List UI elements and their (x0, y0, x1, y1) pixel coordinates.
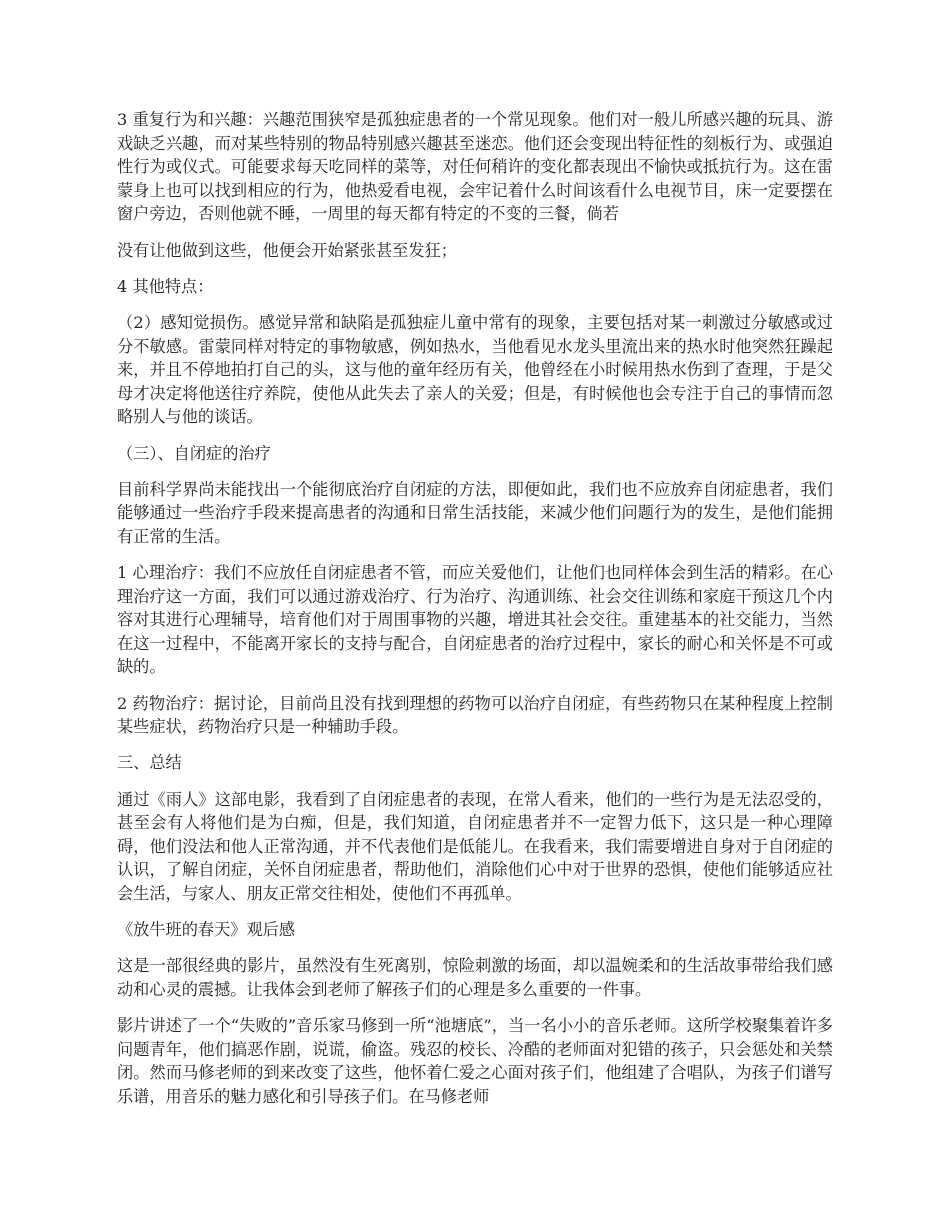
heading-other-features: 4 其他特点： (117, 276, 214, 296)
heading-summary: 三、总结 (117, 753, 182, 773)
paragraph-psychological-therapy: 1 心理治疗：我们不应放任自闭症患者不管，而应关爱他们，让他们也同样体会到生活的精彩。在心理治疗这一方面，我们可以通过游戏治疗、行为治疗、沟通训练、社会交往训练和家庭干预这几个内容对其进行心理辅导，培育他们对于周围事物的兴趣，增进其社会交往。重建基本的社交能力，当然在这一过程中，不能离开家长的支持与配合，自闭症患者的治疗过程中，家长的耐心和关怀是不可或缺的。 (117, 563, 833, 677)
paragraph-summary: 通过《雨人》这部电影，我看到了自闭症患者的表现，在常人看来，他们的一些行为是无法忍受的，甚至会有人将他们是为白痴，但是，我们知道，自闭症患者并不一定智力低下，这只是一种心理障碍，他们没法和他人正常沟通，并不代表他们是低能儿。在我看来，我们需要增进自身对于自闭症的认识，了解自闭症，关怀自闭症患者，帮助他们，消除他们心中对于世界的恐惧，使他们能够适应社会生活，与家人、朋友正常交往相处，使他们不再孤单。 (117, 789, 833, 903)
paragraph-film-plot: 影片讲述了一个“失败的”音乐家马修到一所“池塘底”，当一名小小的音乐老师。这所学校聚集着许多问题青年，他们搞恶作剧，说谎，偷盗。残忍的校长、冷酷的老师面对犯错的孩子，只会惩处和关禁闭。然而马修老师的到来改变了这些，他怀着仁爱之心面对孩子们，他组建了合唱队，为孩子们谱写乐谱，用音乐的魅力感化和引导孩子们。在马修老师 (117, 1016, 833, 1106)
paragraph-sensory-impairment: （2）感知觉损伤。感觉异常和缺陷是孤独症儿童中常有的现象，主要包括对某一刺激过分敏感或过分不敏感。雷蒙同样对特定的事物敏感，例如热水，当他看见水龙头里流出来的热水时他突然狂躁起来，并且不停地拍打自己的头，这与他的童年经历有关，他曾经在小时候用热水伤到了查理，于是父母才决定将他送往疗养院，使他从此失去了亲人的关爱；但是，有时候他也会专注于自己的事情而忽略别人与他的谈话。 (117, 312, 833, 427)
paragraph-treatment-intro: 目前科学界尚未能找出一个能彻底治疗自闭症的方法，即便如此，我们也不应放弃自闭症患者，我们能够通过一些治疗手段来提高患者的沟通和日常生活技能，来减少他们问题行为的发生，是他们能拥有正常的生活。 (117, 479, 833, 546)
heading-film-review: 《放牛班的春天》观后感 (117, 920, 296, 940)
document-page (117, 108, 833, 1121)
heading-autism-treatment: （三）、自闭症的治疗 (117, 443, 271, 463)
paragraph-drug-therapy: 2 药物治疗：据讨论，目前尚且没有找到理想的药物可以治疗自闭症，有些药物只在某种程度上控制某些症状，药物治疗只是一种辅助手段。 (117, 693, 833, 737)
paragraph-continuation: 没有让他做到这些，他便会开始紧张甚至发狂； (117, 240, 457, 260)
paragraph-repetitive-behavior: 3 重复行为和兴趣：兴趣范围狭窄是孤独症患者的一个常见现象。他们对一般儿所感兴趣的玩具、游戏缺乏兴趣，而对某些特别的物品特别感兴趣甚至迷恋。他们还会变现出特征性的刻板行为、或强迫性行为或仪式。可能要求每天吃同样的菜等，对任何稍许的变化都表现出不愉快或抵抗行为。这在雷蒙身上也可以找到相应的行为，他热爱看电视，会牢记着什么时间该看什么电视节目，床一定要摆在窗户旁边，否则他就不睡，一周里的每天都有特定的不变的三餐，倘若 (117, 110, 833, 224)
paragraph-film-intro: 这是一部很经典的影片，虽然没有生死离别，惊险刺激的场面，却以温婉柔和的生活故事带给我们感动和心灵的震撼。让我体会到老师了解孩子们的心理是多么重要的一件事。 (117, 956, 833, 999)
